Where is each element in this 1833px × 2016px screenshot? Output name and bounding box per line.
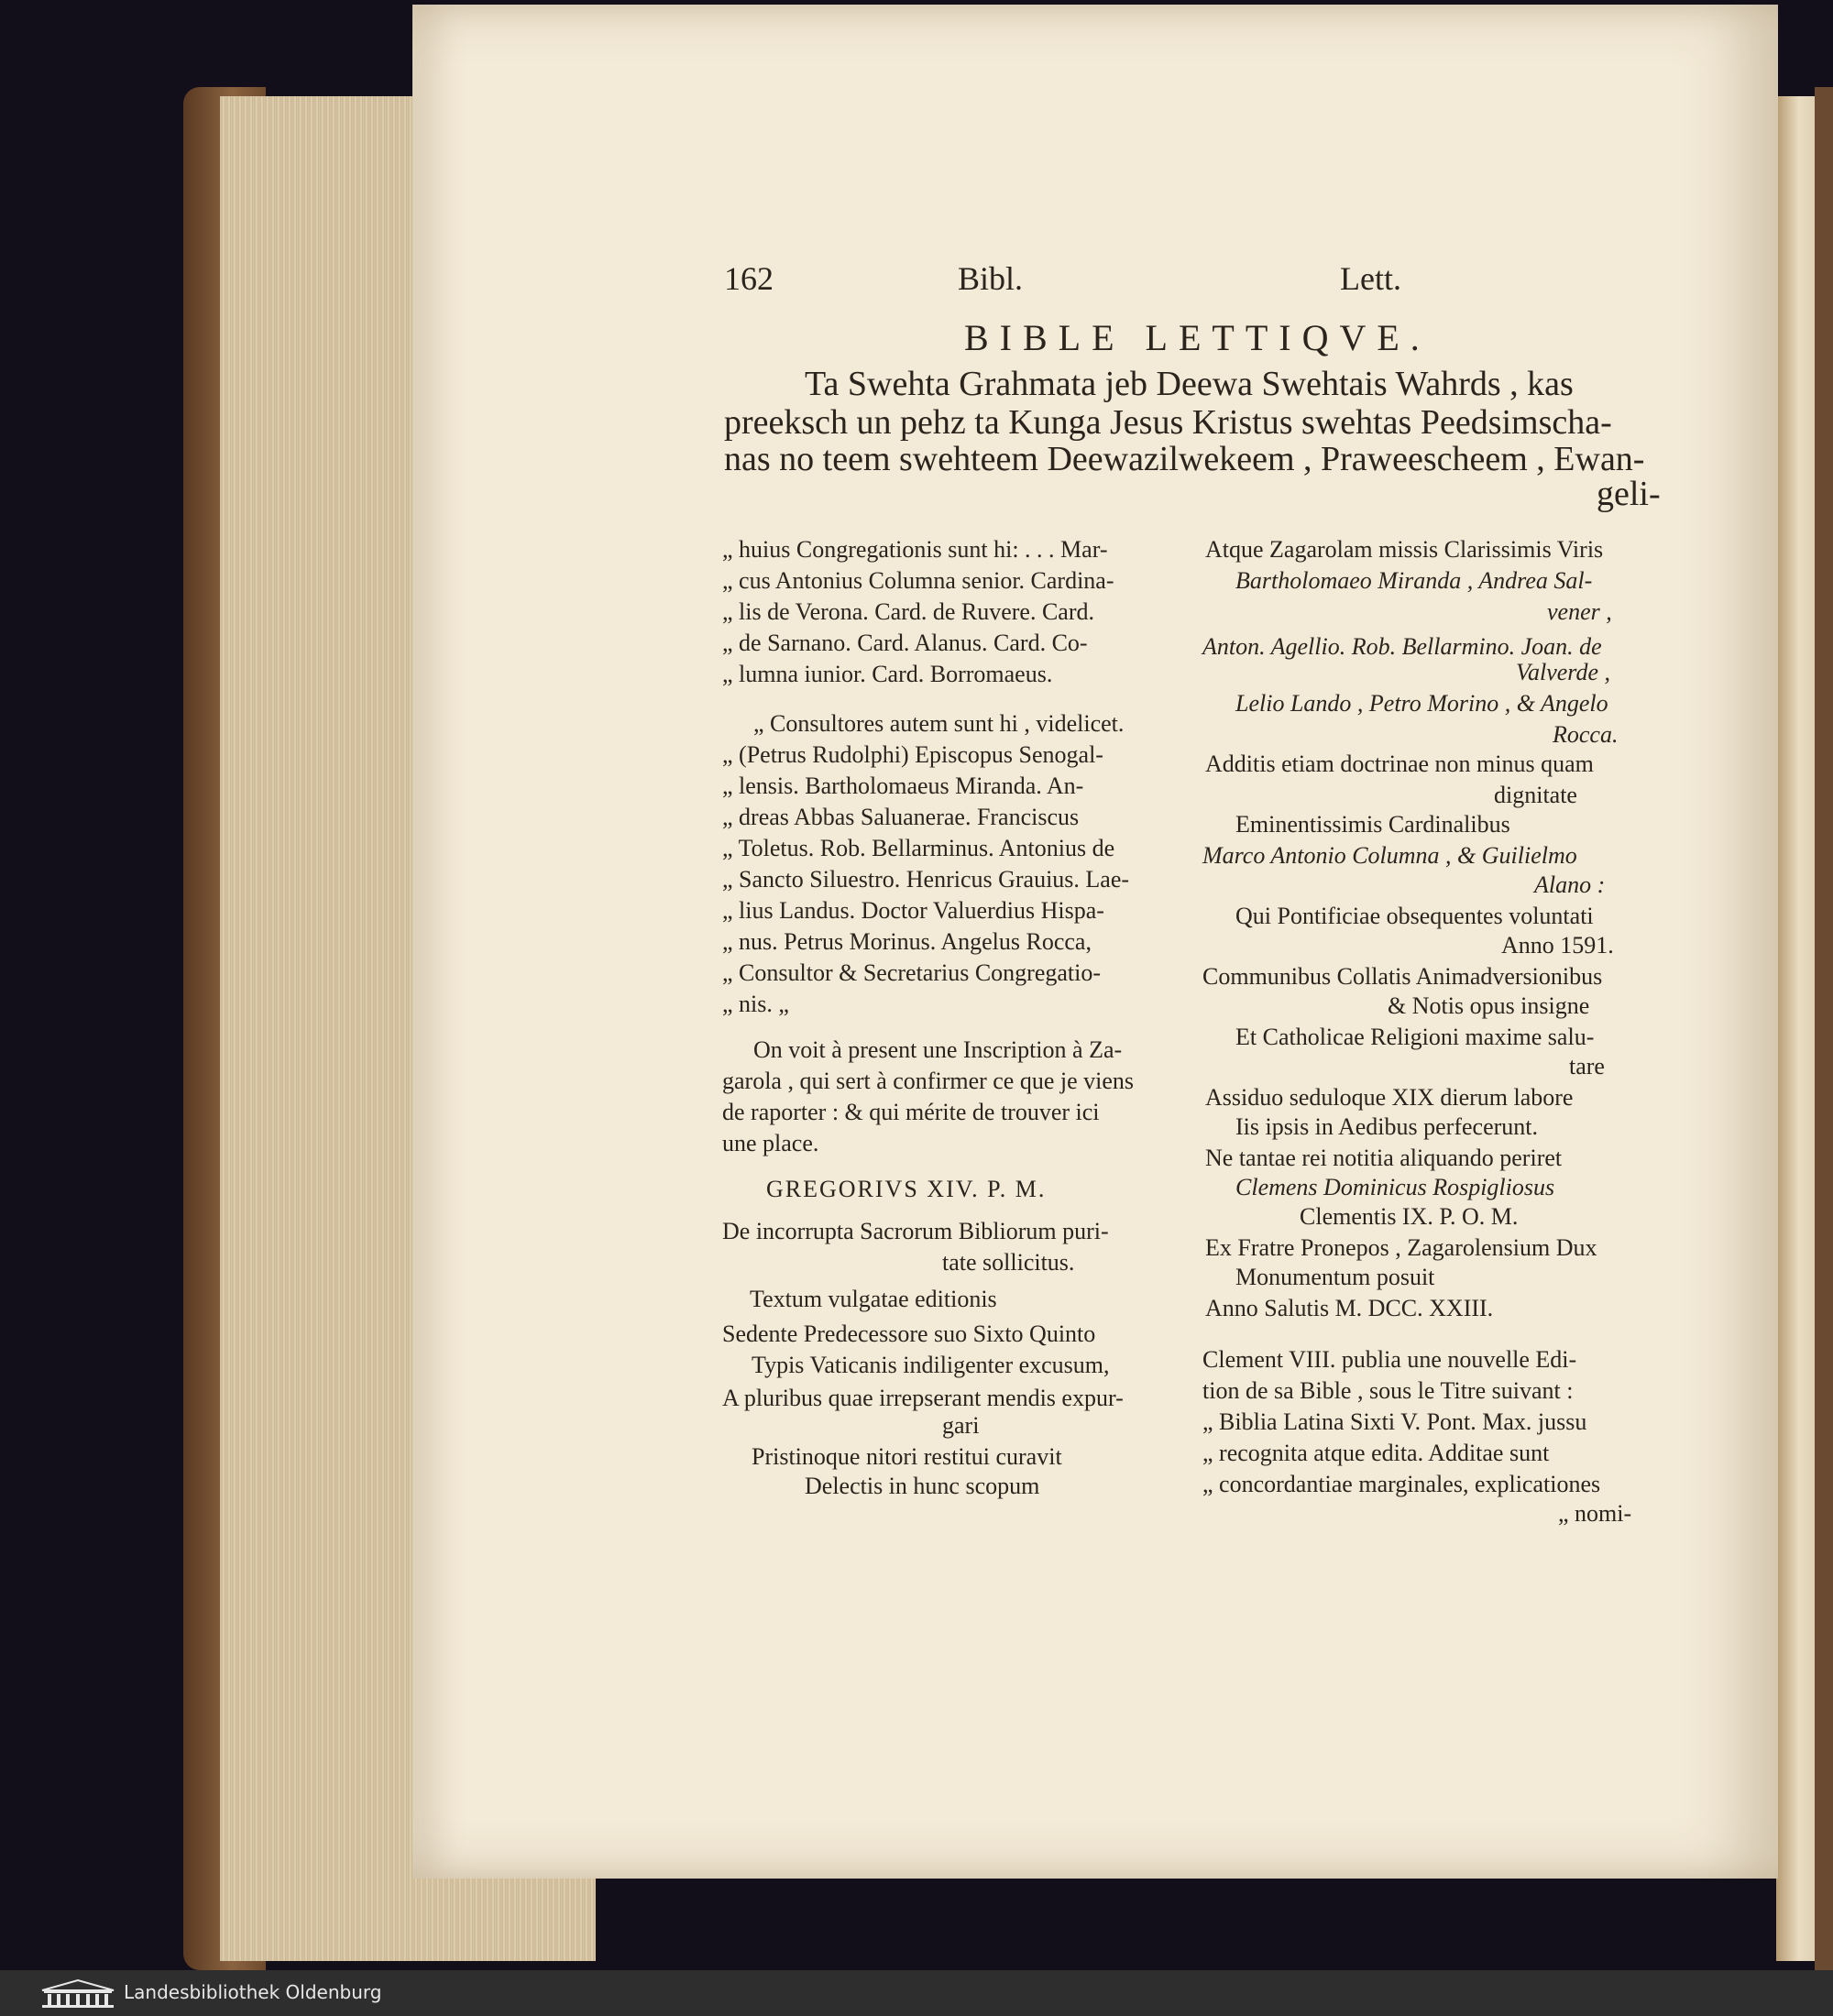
left-line: garola , qui sert à confirmer ce que je viens xyxy=(722,1068,1135,1094)
left-line: „ lis de Verona. Card. de Ruvere. Card. xyxy=(722,598,1095,625)
left-line: On voit à present une Inscription à Za- xyxy=(753,1036,1123,1063)
left-line: „ dreas Abbas Saluanerae. Franciscus xyxy=(722,804,1080,830)
running-head-right: Lett. xyxy=(1340,260,1401,297)
right-line: Iis ipsis in Aedibus perfecerunt. xyxy=(1235,1113,1538,1140)
right-line: Valverde , xyxy=(1516,659,1610,685)
page-number: 162 xyxy=(724,260,774,297)
left-line: „ lumna iunior. Card. Borromaeus. xyxy=(722,661,1053,687)
right-line: Additis etiam doctrinae non minus quam xyxy=(1205,751,1594,777)
right-line: Ne tantae rei notitia aliquando periret xyxy=(1205,1145,1563,1171)
intro-line-3: nas no teem swehteem Deewazilwekeem , Praweescheem , Ewan- xyxy=(724,440,1645,478)
right-line: Lelio Lando , Petro Morino , & Angelo xyxy=(1235,690,1608,717)
left-line: „ (Petrus Rudolphi) Episcopus Senogal- xyxy=(722,741,1103,768)
left-line: „ Consultor & Secretarius Congregatio- xyxy=(722,959,1102,986)
left-line: une place. xyxy=(722,1130,819,1156)
right-catchword: „ nomi- xyxy=(1558,1500,1632,1527)
book-cover-right xyxy=(1815,87,1833,1970)
left-line: Textum vulgatae editionis xyxy=(750,1286,997,1312)
intro-catchword: geli- xyxy=(1597,475,1661,513)
left-line: gari xyxy=(942,1412,980,1439)
right-line: Communibus Collatis Animadversionibus xyxy=(1202,963,1603,990)
left-line: de raporter : & qui mérite de trouver ici xyxy=(722,1099,1100,1125)
running-head-left: Bibl. xyxy=(958,260,1024,297)
right-line: Monumentum posuit xyxy=(1235,1264,1435,1290)
left-line: „ nis. „ xyxy=(722,991,789,1017)
right-line: „ concordantiae marginales, explicationes xyxy=(1202,1471,1601,1497)
right-line: Anton. Agellio. Rob. Bellarmino. Joan. de xyxy=(1202,633,1602,660)
right-line: tare xyxy=(1569,1053,1605,1079)
right-line: vener , xyxy=(1547,598,1612,625)
left-line: Pristinoque nitori restitui curavit xyxy=(752,1443,1062,1470)
page-title: BIBLE LETTIQVE. xyxy=(964,317,1431,358)
right-line: „ Biblia Latina Sixti V. Pont. Max. jussu xyxy=(1202,1408,1587,1435)
intro-line-1: Ta Swehta Grahmata jeb Deewa Swehtais Wahrds , kas xyxy=(805,365,1574,403)
right-line: Anno 1591. xyxy=(1501,932,1614,959)
right-line: Clemens Dominicus Rospigliosus xyxy=(1235,1174,1555,1200)
right-line: Rocca. xyxy=(1553,721,1619,748)
right-line: Eminentissimis Cardinalibus xyxy=(1235,811,1510,838)
intro-line-2: preeksch un pehz ta Kunga Jesus Kristus swehtas Peedsimscha- xyxy=(724,403,1612,442)
left-line: De incorrupta Sacrorum Bibliorum puri- xyxy=(722,1218,1109,1244)
left-line: „ nus. Petrus Morinus. Angelus Rocca, xyxy=(722,928,1092,955)
library-building-icon xyxy=(38,1978,117,2009)
right-line: Clementis IX. P. O. M. xyxy=(1300,1203,1519,1230)
left-line: Delectis in hunc scopum xyxy=(805,1473,1040,1499)
left-line: „ Consultores autem sunt hi , videlicet. xyxy=(753,710,1125,737)
right-line: dignitate xyxy=(1494,782,1577,808)
library-name: Landesbibliothek Oldenburg xyxy=(124,1981,382,2003)
left-line: „ Sancto Siluestro. Henricus Grauius. Lae- xyxy=(722,866,1130,893)
left-line: tate sollicitus. xyxy=(942,1249,1075,1276)
right-line: Bartholomaeo Miranda , Andrea Sal- xyxy=(1235,567,1593,594)
inscription-heading: GREGORIVS XIV. P. M. xyxy=(766,1176,1047,1202)
right-line: „ recognita atque edita. Additae sunt xyxy=(1202,1440,1550,1466)
right-line: & Notis opus insigne xyxy=(1388,992,1590,1019)
left-line: „ lius Landus. Doctor Valuerdius Hispa- xyxy=(722,897,1104,924)
right-line: Qui Pontificiae obsequentes voluntati xyxy=(1235,903,1594,929)
left-line: „ huius Congregationis sunt hi: . . . Mar- xyxy=(722,536,1108,563)
left-line: „ lensis. Bartholomaeus Miranda. An- xyxy=(722,772,1084,799)
right-line: Assiduo seduloque XIX dierum labore xyxy=(1205,1084,1574,1111)
left-line: „ Toletus. Rob. Bellarminus. Antonius de xyxy=(722,835,1115,861)
right-line: Ex Fratre Pronepos , Zagarolensium Dux xyxy=(1205,1234,1597,1261)
right-line: Marco Antonio Columna , & Guilielmo xyxy=(1202,842,1577,869)
left-line: Typis Vaticanis indiligenter excusum, xyxy=(752,1352,1110,1378)
left-line: Sedente Predecessore suo Sixto Quinto xyxy=(722,1320,1096,1347)
right-line: Anno Salutis M. DCC. XXIII. xyxy=(1205,1295,1494,1321)
right-line: Et Catholicae Religioni maxime salu- xyxy=(1235,1024,1595,1050)
right-line: tion de sa Bible , sous le Titre suivant : xyxy=(1202,1377,1574,1404)
left-line: „ cus Antonius Columna senior. Cardina- xyxy=(722,567,1114,594)
right-line: Atque Zagarolam missis Clarissimis Viris xyxy=(1205,536,1604,563)
right-line: Clement VIII. publia une nouvelle Edi- xyxy=(1202,1346,1577,1373)
right-line: Alano : xyxy=(1534,871,1606,898)
left-line: A pluribus quae irrepserant mendis expur- xyxy=(722,1385,1124,1411)
left-line: „ de Sarnano. Card. Alanus. Card. Co- xyxy=(722,630,1088,656)
